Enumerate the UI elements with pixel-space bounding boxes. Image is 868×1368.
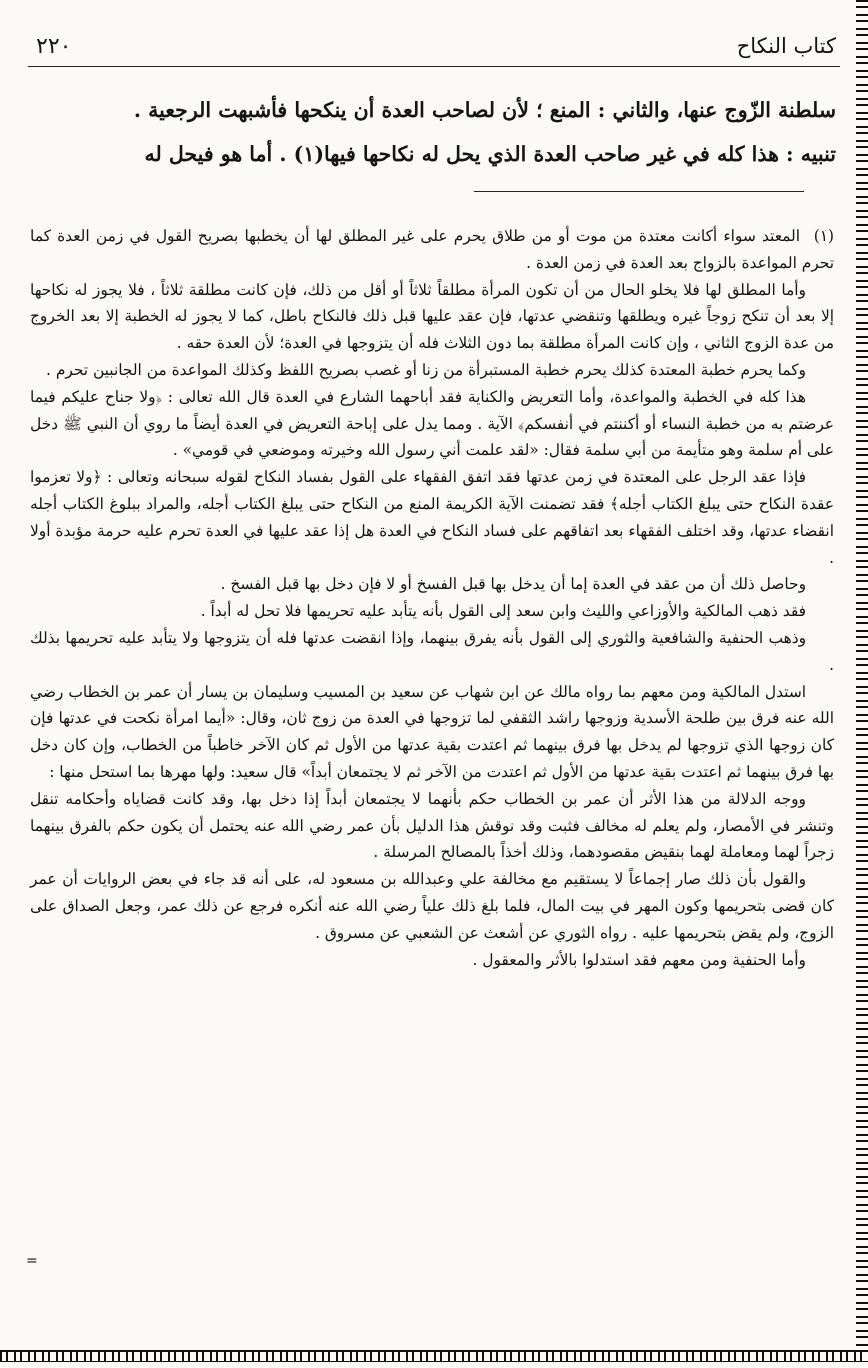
footnote-paragraph: فإذا عقد الرجل على المعتدة في زمن عدتها فقد اتفق الفقهاء على القول بفساد النكاح لقوله سبحانه وتعالى : ﴿ولا تعزموا عقدة النكاح حتى يبلغ الكتاب أجله﴾ فقد تضمنت الآية الكريمة المنع من النكاح حتى يبلغ الكتاب أجله، والمراد ببلوغ الكتاب أجله انقضاء عدتها، وقد اختلف الفقهاء بعد اتفاقهم على فساد النكاح في العدة هل إذا عقد عليها في العدة تحرم عليه حرمة مؤبدة أولا . [30,468,834,567]
footnote-paragraph: وأما المطلق لها فلا يخلو الحال من أن تكون المرأة مطلقاً ثلاثاً أو أقل من ذلك، فإن كانت مطلقة ثلاثاً ، فلا يجوز له نكاحها إلا بعد أن تنكح زوجاً غيره ويطلقها وتنقضي عدتها، فإن عقد عليها قبل ذلك فالنكاح باطل، كما لا يجوز له الخطبة إلا بعد الخروج من عدة الزوج الثاني ، وإن كانت المرأة مطلقة بما دون الثلاث فله أن يتزوجها في العدة؛ لأن العدة حقه . [30,280,834,353]
footnote-paragraph: وأما الحنفية ومن معهم فقد استدلوا بالأثر والمعقول . [472,950,806,969]
footnote-paragraph: والقول بأن ذلك صار إجماعاً لا يستقيم مع مخالفة علي وعبدالله بن مسعود له، على أنه قد جاء في بعض الروايات أن عمر كان قضى بتحريمها وكون المهر في بيت المال، فلما بلغ ذلك علياً رضي الله عنه أنكره فرجع عن ذلك عمر، وجعل الصداق على الزوج، ولم يقض بتحريمها عليه . رواه الثوري عن أشعث عن الشعبي عن مسروق . [30,870,834,942]
footnote-paragraph: هذا كله في الخطبة والمواعدة، وأما التعريض والكناية فقد أباحهما الشارع في العدة قال الله تعالى : ﴿ولا جناح عليكم فيما عرضتم به من خطبة النساء أو أكننتم في أنفسكم﴾ الآية . ومما يدل على إباحة التعريض في العدة أيضاً ما روي أن النبي ﷺ دخل على أم سلمة وهو متأيمة من أبي سلمة فقال: «لقد علمت أني رسول الله وخيرته وموضعي في قومي» . [30,387,834,460]
footnote-paragraph: وكما يحرم خطبة المعتدة كذلك يحرم خطبة المستبرأة من زنا أو غصب بصريح اللفظ وكذلك المواعدة من الجانبين تحرم . [46,360,806,379]
margin-mark: = [26,1253,38,1269]
page-number: ٢٢٠ [36,34,72,59]
footnote-paragraph: وحاصل ذلك أن من عقد في العدة إما أن يدخل بها قبل الفسخ أو لا فإن دخل بها قبل الفسخ . [220,575,806,594]
main-text-line: سلطنة الزّوج عنها، والثاني : المنع ؛ لأن لصاحب العدة أن ينكحها فأشبهت الرجعية . [133,98,836,122]
footnote-paragraph: ووجه الدلالة من هذا الأثر أن عمر بن الخطاب حكم بأنهما لا يجتمعان أبداً إذا دخل بها، وقد كانت قضاياه وأحكامه تنقل وتنشر في الأمصار، ولم يعلم له مخالف فثبت وقد نوقش هذا الدليل بأن عمر رضي الله عنه يحتمل أن يكون حكم بالفرق بينهما زجراً لهما ومعاملة لهما بنقيض مقصودهما، وذلك أخذاً بالمصالح المرسلة . [30,789,834,862]
footnote-paragraph: وذهب الحنفية والشافعية والثوري إلى القول بأنه يفرق بينهما، وإذا انقضت عدتها فله أن يتزوجها ولا يتأبد عليه تحريمها بذلك . [30,628,834,674]
footnote [30,223,834,973]
footnote-separator [474,191,804,192]
footnote-paragraph: (١)المعتد سواء أكانت معتدة من موت أو من طلاق يحرم على غير المطلق لها أن يخطبها بصريح القول في زمن العدة كما تحرم المواعدة بالزواج بعد العدة في زمن العدة . [30,223,834,277]
main-text-line: تنبيه : هذا كله في غير صاحب العدة الذي يحل له نكاحها فيها(١) . أما هو فيحل له [144,142,836,166]
decorative-border-bottom [0,1350,868,1362]
chapter-title: كتاب النكاح [736,34,836,58]
footnote-paragraph: فقد ذهب المالكية والأوزاعي والليث وابن سعد إلى القول بأنه يتأبد عليه تحريمها فلا تحل له أبداً . [200,602,806,621]
footnote-paragraph: استدل المالكية ومن معهم بما رواه مالك عن ابن شهاب عن سعيد بن المسيب وسليمان بن يسار أن عمر بن الخطاب رضي الله عنه فرق بين طلحة الأسدية وزوجها راشد الثقفي لما تزوجها في العدة من زوج ثان، وقال: «أيما امرأة نكحت في عدتها فإن كان زوجها الذي تزوجها لم يدخل بها فرق بينهما ثم اعتدت بقية عدتها من الأول ثم كان الآخر خاطباً من الخطاب، وإن كان دخل بها فرق بينهما ثم اعتدت بقية عدتها من الأول ثم اعتدت من الآخر ثم لا يجتمعان أبداً» قال سعيد: ولها مهرها بما استحل منها : [30,682,834,781]
footnote-marker: (١) [813,227,834,245]
decorative-border-right [856,0,868,1350]
page-header [28,30,840,64]
main-text [28,88,836,176]
header-rule [28,66,840,67]
